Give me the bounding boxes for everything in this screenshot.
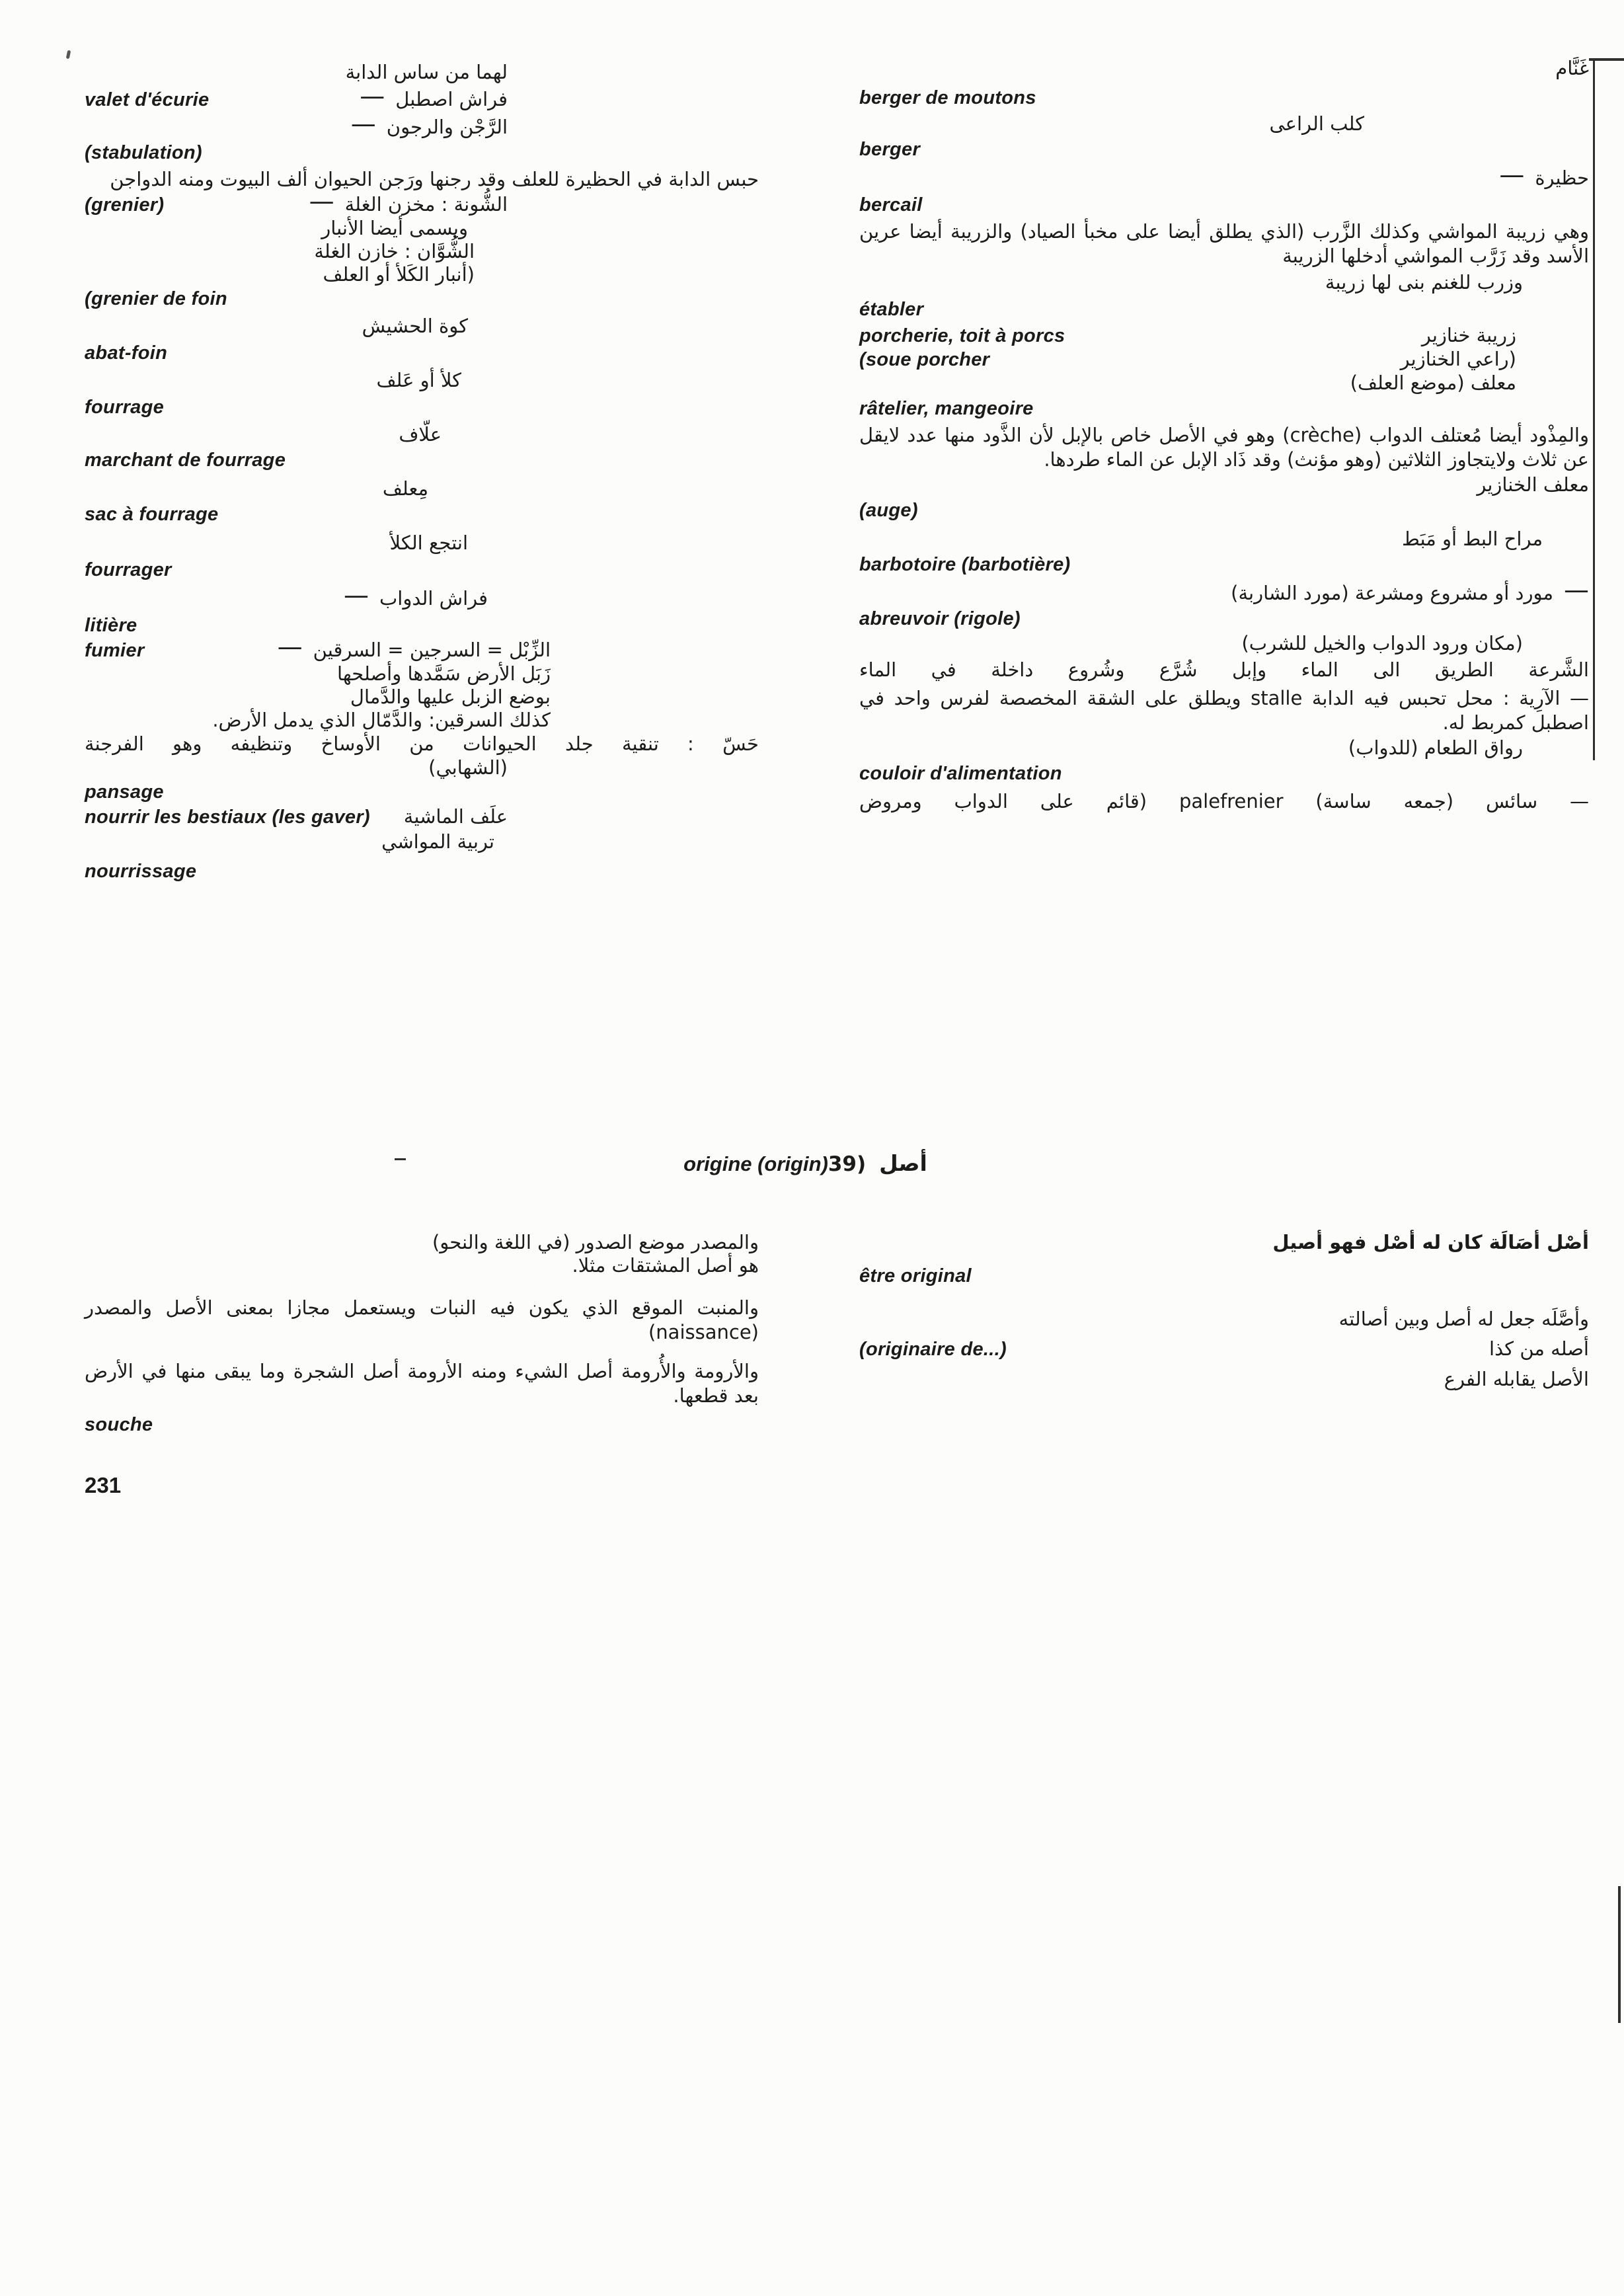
arabic-term-group: [376, 369, 759, 392]
entry-row: [85, 109, 759, 139]
entry-row: [85, 805, 759, 829]
arabic-term-group: [323, 263, 759, 286]
arabic-term-group: [572, 1254, 759, 1277]
arabic-term-group: [1402, 528, 1589, 551]
french-term: bercail: [859, 194, 923, 216]
entry-row: [85, 217, 759, 240]
french-term: valet d'écurie: [85, 89, 210, 110]
section-title-arabic: أصل: [879, 1150, 927, 1176]
arabic-term-group: [346, 61, 759, 84]
arabic-term: معلف الخنازير: [1477, 473, 1589, 496]
arabic-term-group: [428, 756, 759, 779]
definition-paragraph: — سائس (جمعه ساسة) palefrenier (قائم على الدواب ومروض: [859, 790, 1589, 812]
arabic-term-group: [432, 1231, 759, 1254]
arabic-term: كوة الحشيش: [362, 315, 468, 337]
entry-row: [859, 138, 1589, 161]
arabic-term-group: [1348, 736, 1589, 760]
entry-row: [85, 477, 759, 500]
french-term: porcherie, toit à porcs: [859, 325, 1065, 346]
arabic-term-group: [1272, 1231, 1589, 1254]
definition-paragraph: وهي زريبة المواشي وكذلك الزَّرب (الذي يطلق أيضا على مخبأ الصياد) والزريبة أيضا عرين الأسد وقد زَرَّب المواشي أدخلها الزريبة: [859, 220, 1589, 267]
entry-row: [859, 372, 1589, 395]
arabic-term-group: [314, 240, 759, 263]
french-term: (stabulation): [85, 142, 202, 163]
right-column: [859, 57, 1589, 814]
scan-artifact-line: [395, 1158, 406, 1160]
arabic-term-group: مورد أو مشروع ومشرعة (مورد الشاربة) —: [1231, 575, 1589, 604]
arabic-term-group: — الزِّبْل = السرجين = السرقين: [277, 632, 551, 661]
arabic-term: (أنبار الكَلأ أو العلف: [323, 263, 475, 286]
scan-artifact-line: [1593, 59, 1595, 760]
arabic-term: كلأ أو عَلف: [376, 369, 461, 391]
arabic-term: زريبة خنازير: [1421, 324, 1516, 346]
definition-paragraph: — الآرِية : محل تحبس فيه الدابة stalle ويطلق على الشقة المخصصة لفرس واحد في اصطبل كمربط له.: [859, 687, 1589, 734]
entry-row: [85, 186, 759, 217]
entry-row: [859, 632, 1589, 655]
arabic-term: مراح البط أو مَبَط: [1401, 528, 1543, 550]
entry-row: [85, 288, 759, 311]
french-term: nourrissage: [85, 861, 197, 882]
section-title-french: origine (origin): [683, 1152, 828, 1175]
page-number: 231: [85, 1473, 122, 1497]
french-term: berger de moutons: [859, 87, 1036, 108]
entry-row: [859, 87, 1589, 110]
entry-row: [85, 1231, 759, 1254]
entry-row: [859, 575, 1589, 605]
entry-row: [85, 263, 759, 286]
arabic-term: (مكان ورود الدواب والخيل للشرب): [1241, 632, 1523, 654]
entry-row: [85, 503, 759, 526]
definition-paragraph: الشَّرعة الطريق الى الماء وإبل شُرَّع وشُروع داخلة في الماء: [859, 658, 1589, 681]
entry-row: [85, 61, 759, 84]
arabic-term: (الشهابي): [428, 756, 508, 779]
arabic-term: رواق الطعام (للدواب): [1348, 736, 1523, 759]
arabic-term: الرَّجْن والرجون: [386, 116, 508, 138]
arabic-term-group: [1422, 324, 1589, 347]
arabic-term-group: [321, 217, 759, 240]
entry-row: [859, 608, 1589, 631]
arabic-term-group: [390, 532, 759, 555]
french-term: couloir d'alimentation: [859, 763, 1062, 784]
arabic-term-group: [1241, 632, 1589, 655]
french-term: être original: [859, 1265, 972, 1287]
entry-row: [85, 860, 759, 883]
french-term: (soue porcher: [859, 349, 990, 370]
arabic-term: فراش اصطبل: [395, 88, 508, 110]
french-term: (originaire de...): [859, 1339, 1007, 1360]
arabic-term: وأصَّلَه جعل له أصل وبين أصالته: [1338, 1308, 1589, 1330]
entry-row: [859, 736, 1589, 760]
arabic-term-group: [399, 423, 759, 446]
arabic-term-group: [1269, 112, 1589, 136]
arabic-term-group: — فراش الدواب: [343, 580, 488, 610]
arabic-term-group: [1339, 1308, 1589, 1331]
entry-row: [85, 396, 759, 419]
arabic-term: (راعي الخنازير: [1400, 348, 1516, 370]
section-number: (39: [828, 1152, 867, 1176]
arabic-term: هو أصل المشتقات مثلا.: [572, 1254, 759, 1277]
definition-paragraph: والمِذْود أيضا مُعتلف الدواب (crèche) وهو في الأصل خاص بالإبل لأن الذَّود منها عدد لايقل عن ثلاث ولايتجاوز الثلاثين (وهو مؤنث) وقد ذَاد الإبل عن الماء طردها.: [859, 424, 1589, 471]
arabic-term: زَبَل الأرض سَمَّدها وأصلحها: [337, 662, 551, 685]
entry-row: [859, 397, 1589, 420]
entry-row: [859, 499, 1589, 522]
entry-row: [85, 81, 759, 112]
entry-row: [859, 348, 1589, 372]
entry-row: [859, 160, 1589, 190]
entry-row: [85, 756, 759, 779]
arabic-term: أصله من كذا: [1489, 1337, 1589, 1360]
entry-row: [85, 781, 759, 804]
scan-artifact-line: [1589, 58, 1624, 61]
entry-row: [85, 1413, 759, 1437]
arabic-term: والمصدر موضع الصدور (في اللغة والنحو): [432, 1231, 759, 1253]
arabic-term-group: [1325, 271, 1589, 294]
arabic-term-group: [212, 709, 759, 732]
arabic-term-group: [1489, 1337, 1589, 1361]
entry-row: [85, 423, 759, 446]
entry-row: [859, 194, 1589, 217]
arabic-term-group: [1401, 348, 1589, 371]
french-term: fourrage: [85, 397, 165, 418]
arabic-term: معلف (موضع العلف): [1350, 372, 1516, 394]
french-term: établer: [859, 299, 924, 320]
french-term: marchant de fourrage: [85, 450, 286, 471]
arabic-term: الزِّبْل = السرجين = السرقين: [313, 639, 551, 661]
french-term: (grenier): [85, 194, 165, 216]
bottom-right-column: [859, 1222, 1589, 1391]
arabic-term: وزرب للغنم بنى لها زريبة: [1325, 271, 1523, 294]
arabic-term-group: — حظيرة: [1499, 160, 1589, 189]
french-term: nourrir les bestiaux (les gaver): [85, 807, 370, 828]
entry-row: [859, 553, 1589, 576]
definition-paragraph: حَسّ : تنقية جلد الحيوانات من الأوساخ وتنظيفه وهو الفرجنة: [85, 732, 759, 755]
arabic-term: أصْل أصَالَة كان له أصْل فهو أصيل: [1272, 1231, 1589, 1253]
arabic-term-group: [1477, 473, 1589, 496]
french-term: barbotoire (barbotière): [859, 554, 1071, 575]
french-term: berger: [859, 139, 921, 160]
entry-row: [859, 762, 1589, 785]
french-term: souche: [85, 1414, 153, 1435]
left-column: [85, 61, 759, 883]
definition-paragraph: حبس الدابة في الحظيرة للعلف وقد رجنها ورَجن الحيوان ألف البيوت ومنه الدواجن: [110, 168, 759, 190]
entry-row: [85, 532, 759, 555]
entry-row: [859, 1368, 1589, 1391]
arabic-term: حظيرة: [1535, 167, 1589, 189]
entry-row: [859, 1337, 1589, 1361]
entry-row: [85, 1254, 759, 1277]
entry-row: [859, 1308, 1589, 1331]
entry-row: [85, 614, 759, 637]
arabic-term-group: [337, 662, 759, 686]
entry-row: [85, 315, 759, 338]
french-term: (auge): [859, 500, 918, 521]
arabic-term: الشُّوَّان : خازن الغلة: [314, 240, 475, 262]
arabic-term-group: — فراش اصطبل: [360, 81, 508, 110]
entry-row: [859, 271, 1589, 294]
french-term: râtelier, mangeoire: [859, 398, 1034, 419]
entry-row: [85, 369, 759, 392]
entry-row: [85, 632, 759, 662]
entry-row: [859, 528, 1589, 551]
entry-row: [85, 240, 759, 263]
arabic-term: كلب الراعى: [1269, 112, 1364, 135]
arabic-term: لهما من ساس الدابة: [345, 61, 508, 83]
french-term: abreuvoir (rigole): [859, 608, 1021, 629]
entry-row: [85, 830, 759, 853]
arabic-term-group: [1444, 1368, 1589, 1391]
entry-row: [859, 112, 1589, 136]
arabic-term: علَف الماشية: [403, 805, 508, 828]
entry-row: [85, 580, 759, 610]
arabic-term: الأصل يقابله الفرع: [1444, 1368, 1589, 1390]
french-term: fumier: [85, 640, 145, 661]
arabic-term-group: [404, 805, 759, 828]
french-term: pansage: [85, 781, 164, 803]
arabic-term: فراش الدواب: [379, 587, 488, 610]
french-term: sac à fourrage: [85, 504, 219, 525]
entry-row: [85, 141, 759, 165]
arabic-term: بوضع الزبل عليها والدَّمال: [350, 686, 551, 708]
entry-row: [859, 1265, 1589, 1288]
french-term: litière: [85, 615, 137, 636]
arabic-term: مورد أو مشروع ومشرعة (مورد الشاربة): [1231, 582, 1553, 604]
scan-artifact-speck: [66, 50, 71, 59]
entry-row: [859, 57, 1589, 80]
arabic-term-group: — الرَّجْن والرجون: [350, 109, 508, 138]
french-term: fourrager: [85, 559, 172, 580]
definition-paragraph: والأرومة والأُرومة أصل الشيء ومنه الأرومة أصل الشجرة وما يبقى منها في الأرض بعد قطعها.: [85, 1360, 759, 1407]
scan-artifact-line: [1618, 1886, 1621, 2023]
entry-row: [85, 686, 759, 709]
arabic-term: غَنَّام: [1555, 57, 1589, 79]
french-term: (grenier de foin: [85, 288, 227, 309]
arabic-term-group: [383, 477, 759, 500]
bottom-left-column: [85, 1222, 759, 1437]
section-header: [0, 1150, 1624, 1176]
arabic-term-group: [1350, 372, 1589, 395]
arabic-term-group: [1555, 57, 1589, 80]
entry-row: [859, 1231, 1589, 1254]
arabic-term: ويسمى أيضا الأنبار: [321, 217, 468, 239]
entry-row: [859, 298, 1589, 321]
arabic-term: الشُّونة : مخزن الغلة: [344, 193, 508, 216]
arabic-term: مِعلف: [382, 477, 428, 500]
arabic-term: انتجع الكلأ: [389, 532, 468, 554]
entry-row: [85, 662, 759, 686]
entry-row: [85, 342, 759, 365]
arabic-term-group: [362, 315, 759, 338]
arabic-term-group: — الشُّونة : مخزن الغلة: [309, 186, 508, 216]
definition-paragraph: والمنبت الموقع الذي يكون فيه النبات ويستعمل مجازا بمعنى الأصل والمصدر (naissance): [85, 1296, 759, 1343]
arabic-term-group: [381, 830, 759, 853]
entry-row: [85, 559, 759, 582]
arabic-term: كذلك السرقين: والدَّمّال الذي يدمل الأرض.: [212, 709, 551, 731]
arabic-term-group: [350, 686, 759, 709]
entry-row: [85, 449, 759, 472]
entry-row: [859, 324, 1589, 348]
arabic-term: علّاف: [399, 423, 442, 446]
french-term: abat-foin: [85, 342, 168, 364]
entry-row: [85, 709, 759, 732]
entry-row: [859, 473, 1589, 496]
arabic-term: تربية المواشي: [381, 830, 494, 853]
